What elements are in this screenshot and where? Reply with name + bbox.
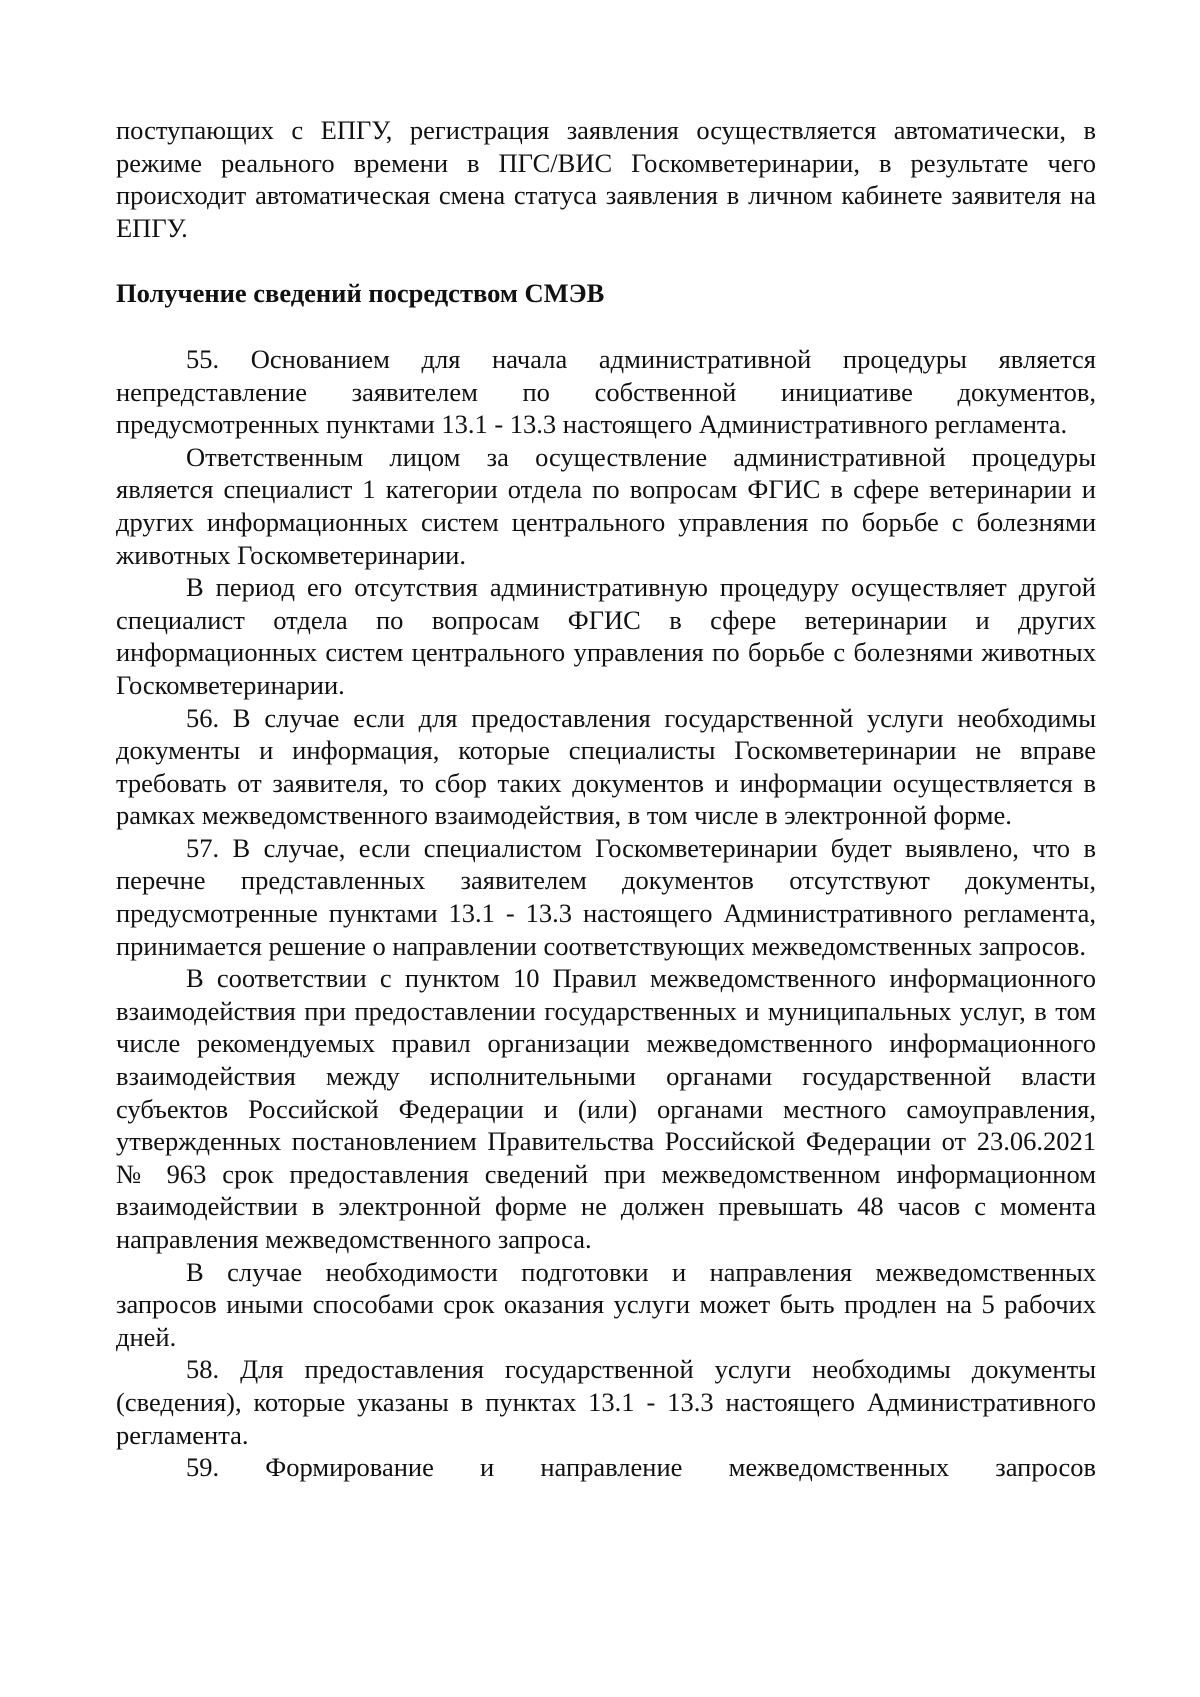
paragraph-55-absence: В период его отсутствия административную процедуру осуществляет другой специалист отдела по вопросам ФГИС в сфере ветеринарии и других информационных систем центрального управления по борьбе с болезнями животных Госкомветеринарии. — [116, 572, 1096, 700]
paragraph-57: 57. В случае, если специалистом Госкомветеринарии будет выявлено, что в перечне представленных заявителем документов отсутствуют документы, предусмотренные пунктами 13.1 - 13.3 настоящего Административного регламента, принимается решение о направлении соответствующих межведомственных запросов. — [116, 832, 1096, 961]
document-page — [116, 114, 1096, 1484]
paragraph-59: 59. Формирование и направление межведомственных запросов — [186, 1452, 1096, 1483]
paragraph-56: 56. В случае если для предоставления государственной услуги необходимы документы и информация, которые специалисты Госкомветеринарии не вправе требовать от заявителя, то сбор таких документов и информации осуществляется в рамках межведомственного взаимодействия, в том числе в электронной форме. — [116, 702, 1096, 831]
paragraph-intro: поступающих с ЕПГУ, регистрация заявления осуществляется автоматически, в режиме реального времени в ПГС/ВИС Госкомветеринарии, в результате чего происходит автоматическая смена статуса заявления в личном кабинете заявителя на ЕПГУ. — [116, 115, 1096, 243]
paragraph-57-extension: В случае необходимости подготовки и направления межведомственных запросов иными способами срок оказания услуги может быть продлен на 5 рабочих дней. — [116, 1256, 1096, 1352]
paragraph-58: 58. Для предоставления государственной услуги необходимы документы (сведения), которые указаны в пунктах 13.1 - 13.3 настоящего Административного регламента. — [116, 1354, 1096, 1450]
section-heading: Получение сведений посредством СМЭВ — [116, 278, 605, 309]
paragraph-57-rules: В соответствии с пунктом 10 Правил межведомственного информационного взаимодействия при предоставлении государственных и муниципальных услуг, в том числе рекомендуемых правил организации межведомственного информационного взаимодействия между исполнительными органами государственной власти субъектов Российской Федерации и (или) органами местного самоуправления, утвержденных постановлением Правительства Российской Федерации от 23.06.2021 № 963 срок предоставления сведений при межведомственном информационном взаимодействии в электронной форме не должен превышать 48 часов с момента направления межведомственного запроса. — [116, 963, 1096, 1254]
paragraph-55-responsible: Ответственным лицом за осуществление административной процедуры является специалист 1 категории отдела по вопросам ФГИС в сфере ветеринарии и других информационных систем центрального управления по борьбе с болезнями животных Госкомветеринарии. — [116, 441, 1096, 570]
paragraph-55: 55. Основанием для начала административной процедуры является непредставление заявителем по собственной инициативе документов, предусмотренных пунктами 13.1 - 13.3 настоящего Административного регламента. — [116, 343, 1096, 440]
